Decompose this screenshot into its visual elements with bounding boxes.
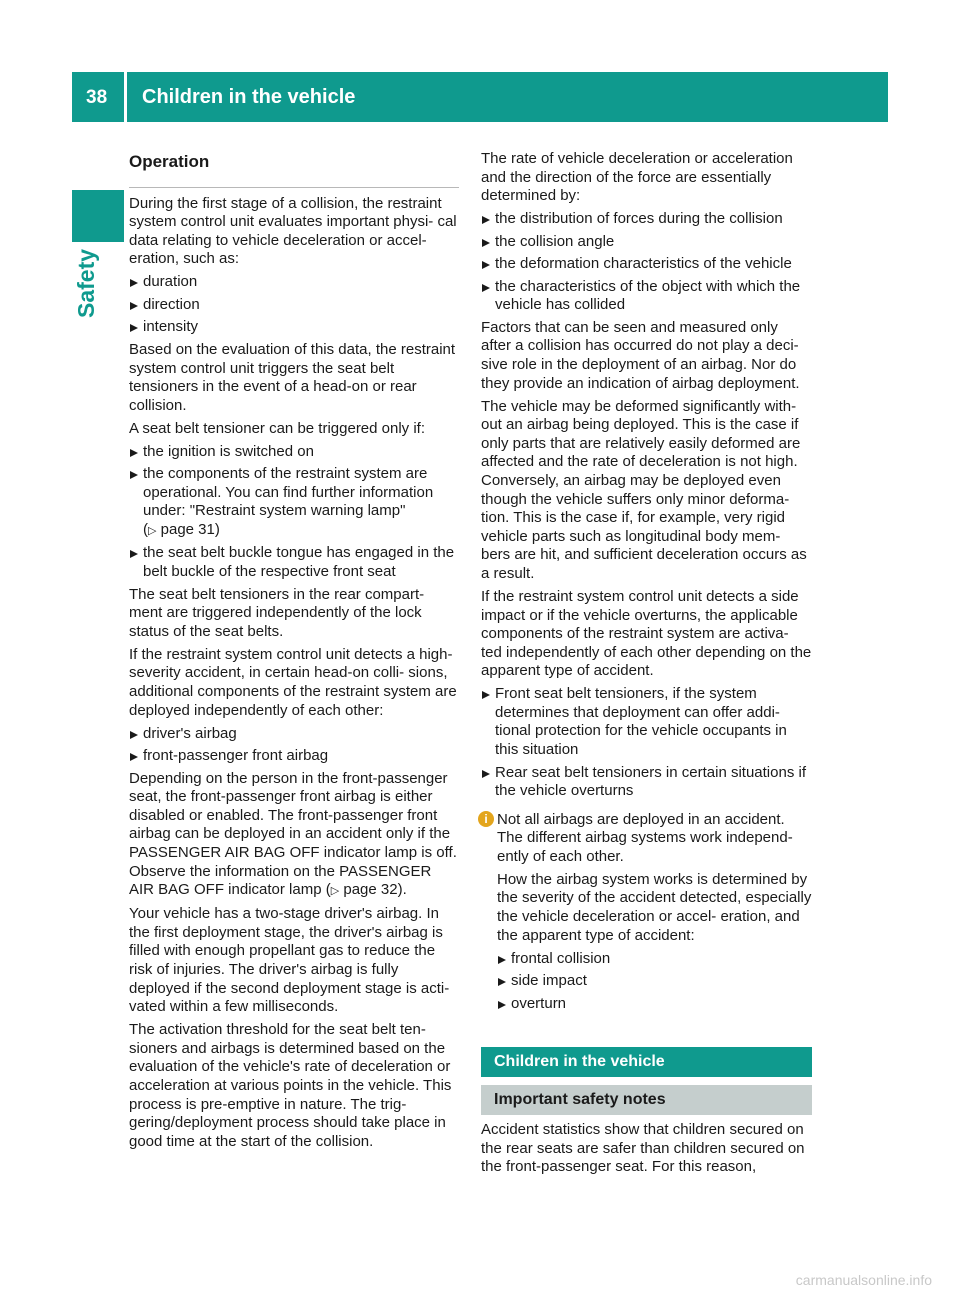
list-item [129, 465, 459, 540]
list-item: intensity [129, 318, 459, 337]
paragraph: If the restraint system control unit detects a side impact or if the vehicle overturns, the applicable components of the restraint system are activa- ted independently of each other depending on the apparent type of accident. [481, 587, 812, 680]
paragraph: Your vehicle has a two-stage driver's airbag. In the first deployment stage, the driver's airbag is filled with enough propellant gas to reduce the risk of injuries. The driver's airbag is fully deployed if the second deployment stage is acti- vated within a few milliseconds. [129, 905, 450, 1016]
list-item: the collision angle [481, 233, 812, 252]
list-item: the characteristics of the object with which the vehicle has collided [481, 278, 812, 315]
section-heading-band: Children in the vehicle [481, 1047, 812, 1077]
info-icon: i [478, 811, 494, 827]
page-reference-link[interactable]: page 32). [343, 881, 407, 899]
paragraph: During the first stage of a collision, the restraint system control unit evaluates important physi- cal data relating to vehicle deceleration or accel- eration, such as: [129, 194, 457, 268]
info-note [481, 811, 812, 1014]
list-item: direction [129, 296, 459, 315]
paragraph: If the restraint system control unit detects a high-severity accident, in certain head-on colli- sions, additional components of the restraint system are deployed independently of each other: [129, 645, 457, 719]
info-paragraph: How the airbag system works is determined by the severity of the accident detected, especially the vehicle deceleration or accel- eration, and the apparent type of accident: [497, 870, 812, 944]
list-item: duration [129, 273, 459, 292]
sidebar-tab-marker [72, 190, 124, 242]
paragraph: Based on the evaluation of this data, the restraint system control unit triggers the seat belt tensioners in the event of a head-on or rear collision. [129, 340, 456, 414]
list-item-text: the components of the restraint system are operational. You can find further information under: "Restraint system warning lamp" [143, 465, 434, 520]
page-reference-arrow-icon: ▷ [330, 885, 340, 898]
list-item: the seat belt buckle tongue has engaged in the belt buckle of the respective front seat [129, 544, 459, 581]
list-item: the ignition is switched on [129, 443, 459, 462]
bullet-list [129, 725, 459, 766]
list-item: Front seat belt tensioners, if the system determines that deployment can offer addi- tional protection for the vehicle occupants in this situation [481, 685, 812, 759]
paragraph: The vehicle may be deformed significantly with- out an airbag being deployed. This is the case if only parts that are relatively easily deformed are affected and the rate of deceleration is not high. Conversely, an airbag may be deployed even though the vehicle suffers only minor deforma- tion. This is the case if, for example, very rigid vehicle parts such as longitudinal body mem- bers are hit, and sufficient deceleration occurs as a result. [481, 397, 807, 582]
paragraph: Accident statistics show that children secured on the rear seats are safer than children secured on the front-passenger seat. For this reason, [481, 1121, 805, 1176]
page-number-box [72, 72, 127, 122]
list-item: driver's airbag [129, 725, 459, 744]
info-paragraph: Not all airbags are deployed in an accident. The different airbag systems work independ- ently of each other. [497, 810, 793, 865]
list-item: overturn [497, 995, 812, 1014]
list-item: front-passenger front airbag [129, 747, 459, 766]
paragraph: A seat belt tensioner can be triggered only if: [129, 419, 426, 437]
paragraph: The rate of vehicle deceleration or acceleration and the direction of the force are essentially determined by: [481, 150, 793, 205]
page-number: 38 [86, 87, 108, 108]
subsection-heading-band: Important safety notes [481, 1085, 812, 1115]
paragraph [129, 770, 459, 901]
chapter-title: Children in the vehicle [142, 86, 356, 108]
bullet-list [481, 210, 812, 315]
page-header [72, 72, 888, 122]
bullet-list [481, 685, 812, 800]
paragraph: The seat belt tensioners in the rear compart- ment are triggered independently of the lock status of the seat belts. [129, 585, 425, 640]
bullet-list [129, 443, 459, 582]
bullet-list [497, 950, 812, 1014]
heading-divider [129, 187, 459, 188]
operation-heading: Operation [129, 152, 210, 171]
list-item: Rear seat belt tensioners in certain situations if the vehicle overturns [481, 764, 812, 801]
list-item: side impact [497, 972, 812, 991]
list-item: frontal collision [497, 950, 812, 969]
page-reference-arrow-icon: ▷ [148, 524, 157, 537]
paragraph-text: Depending on the person in the front-passenger seat, the front-passenger front airbag is either disabled or enabled. The front-passenger front airbag can be deployed in an accident only if the PASSENGER AIR BAG OFF indicator lamp is off. Observe the information on the PASSENGER AIR BAG OFF indicator lamp ( [129, 769, 457, 899]
bullet-list [129, 273, 459, 337]
sidebar-section-label: Safety [73, 248, 99, 318]
paragraph: The activation threshold for the seat belt ten- sioners and airbags is determined based on the evaluation of the vehicle's rate of deceleration or acceleration at various points in the vehicle. This process is pre-emptive in nature. The trig- gering/deployment process should take place in good time at the start of the collision. [129, 1021, 452, 1150]
right-column [481, 150, 812, 1181]
left-column [129, 150, 459, 1156]
xref-open-paren: ( [143, 520, 148, 538]
paragraph: Factors that can be seen and measured only after a collision has occurred do not play a deci- sive role in the deployment of an airbag. Nor do they provide an indication of airbag deployment. [481, 318, 800, 392]
list-item: the deformation characteristics of the vehicle [481, 255, 812, 274]
page-reference-link[interactable]: page 31) [160, 520, 220, 538]
list-item: the distribution of forces during the collision [481, 210, 812, 229]
watermark: carmanualsonline.info [795, 1272, 932, 1288]
